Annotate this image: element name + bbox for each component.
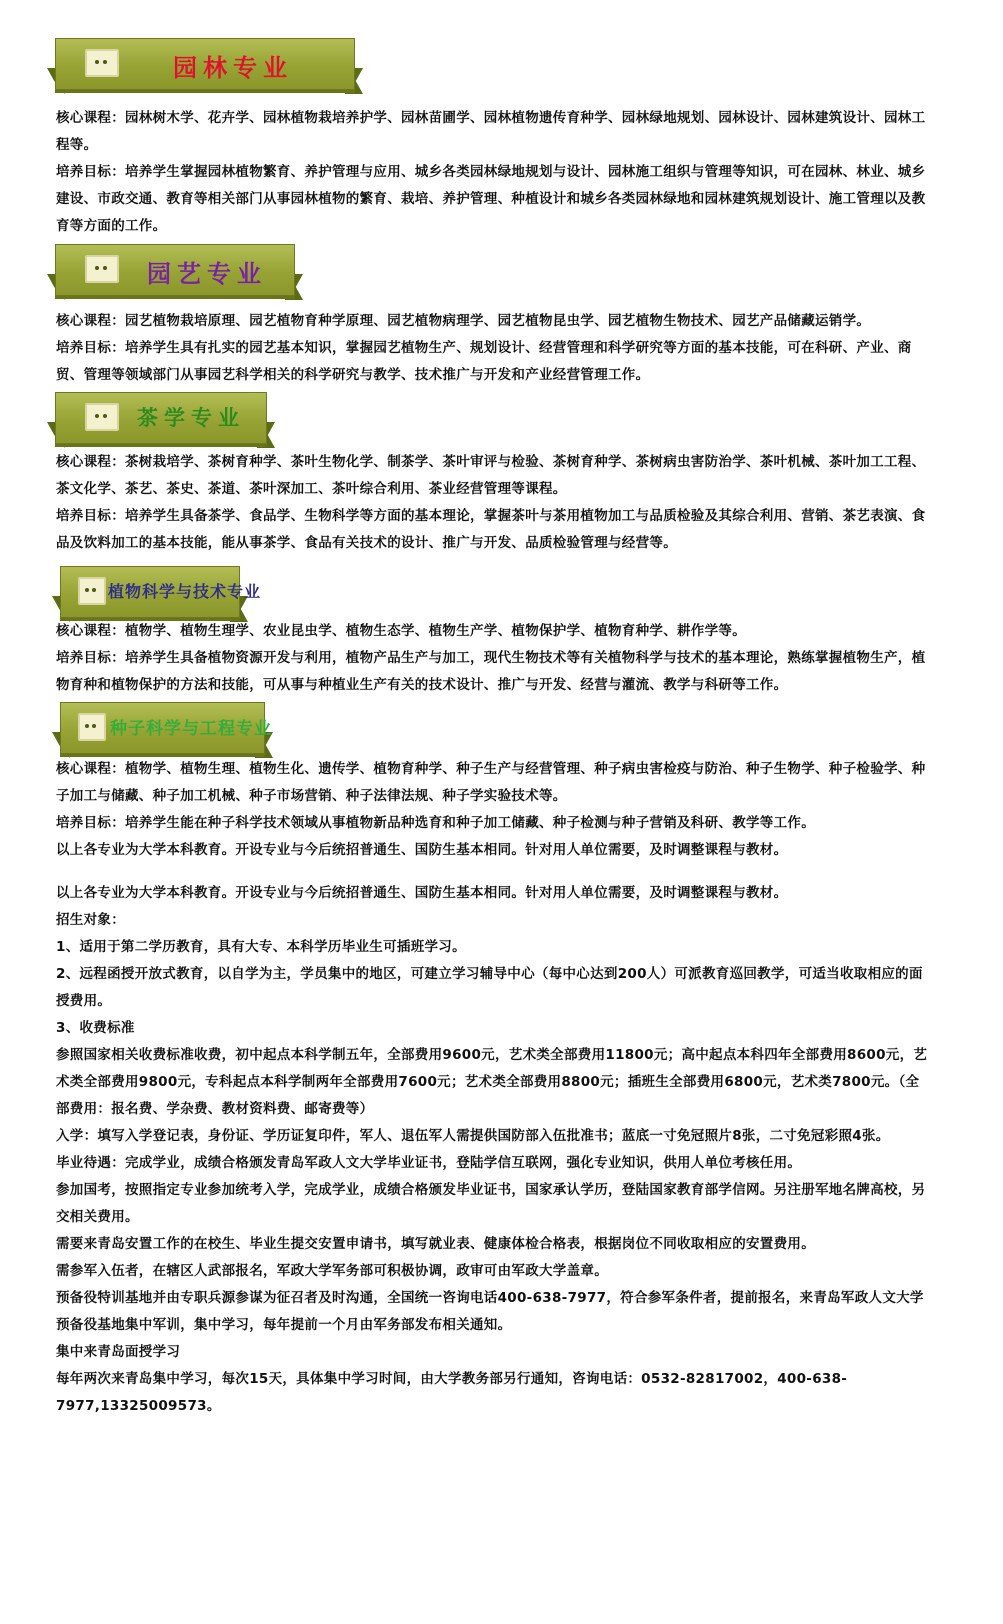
banner-title: 种子科学与工程专业 bbox=[110, 719, 272, 739]
info-summary: 以上各专业为大学本科教育。开设专业与今后统招普通生、国防生基本相同。针对用人单位需要，及时调整课程与教材。 bbox=[56, 885, 788, 901]
info-item-1: 1、适用于第二学历教育，具有大专、本科学历毕业生可插班学习。 bbox=[56, 939, 466, 955]
badge-icon bbox=[78, 713, 106, 741]
info-fee-heading: 3、收费标准 bbox=[56, 1020, 135, 1036]
banner-tea bbox=[55, 392, 267, 450]
info-enlistment: 需参军入伍者，在辖区人武部报名，军政大学军务部可积极协调，政审可由军政大学盖章。 bbox=[56, 1263, 608, 1279]
core-courses: 核心课程：植物学、植物生理学、农业昆虫学、植物生态学、植物生产学、植物保护学、植物育种学、耕作学等。 bbox=[56, 623, 746, 639]
training-goal: 培养目标：培养学生具备植物资源开发与利用，植物产品生产与加工，现代生物技术等有关植物科学与技术的基本理论，熟练掌握植物生产，植物育种和植物保护的方法和技能，可从事与种植业生产有关的技术设计、推广与开发、经营与灌流、教学与科研等工作。 bbox=[56, 650, 926, 693]
section-seed-science bbox=[56, 756, 936, 864]
section-horticulture bbox=[56, 308, 936, 389]
info-study-heading: 集中来青岛面授学习 bbox=[56, 1344, 181, 1360]
banner-plant-science bbox=[60, 566, 262, 624]
info-study-detail: 每年两次来青岛集中学习，每次15天，具体集中学习时间，由大学教务部另行通知，咨询电话：0532-82817002，400-638-7977,13325009573。 bbox=[56, 1371, 848, 1414]
core-courses: 核心课程：茶树栽培学、茶树育种学、茶叶生物化学、制茶学、茶叶审评与检验、茶树育种学、茶树病虫害防治学、茶叶机械、茶叶加工工程、茶文化学、茶艺、茶史、茶道、茶叶深加工、茶叶综合利用、茶业经营管理等课程。 bbox=[56, 454, 926, 497]
info-admission: 入学：填写入学登记表，身份证、学历证复印件，军人、退伍军人需提供国防部入伍批准书；蓝底一寸免冠照片8张，二寸免冠彩照4张。 bbox=[56, 1128, 890, 1144]
info-target-heading: 招生对象： bbox=[56, 912, 125, 928]
badge-icon bbox=[78, 577, 106, 605]
section-plant-science bbox=[56, 618, 936, 699]
training-goal: 培养目标：培养学生具备茶学、食品学、生物科学等方面的基本理论，掌握茶叶与茶用植物加工与品质检验及其综合利用、营销、茶艺表演、食品及饮料加工的基本技能，能从事茶学、食品有关技术的设计、推广与开发、品质检验管理与经营等。 bbox=[56, 508, 926, 551]
info-fee-detail: 参照国家相关收费标准收费，初中起点本科学制五年，全部费用9600元，艺术类全部费用11800元；高中起点本科四年全部费用8600元，艺术类全部费用9800元，专科起点本科学制两年全部费用7600元；艺术类全部费用8800元；插班生全部费用6800元，艺术类7800元。（全部费用：报名费、学杂费、教材资料费、邮寄费等） bbox=[56, 1047, 928, 1117]
banner-seed-science bbox=[60, 702, 272, 760]
enrollment-info bbox=[56, 880, 931, 1420]
info-placement: 需要来青岛安置工作的在校生、毕业生提交安置申请书，填写就业表、健康体检合格表，根据岗位不同收取相应的安置费用。 bbox=[56, 1236, 815, 1252]
badge-icon bbox=[85, 403, 119, 431]
info-reserve-base: 预备役特训基地并由专职兵源参谋为征召者及时沟通，全国统一咨询电话400-638-7977，符合参军条件者，提前报名，来青岛军政人文大学预备役基地集中军训，集中学习，每年提前一个月由军务部发布相关通知。 bbox=[56, 1290, 924, 1333]
banner-title: 植物科学与技术专业 bbox=[108, 582, 262, 601]
core-courses: 核心课程：园艺植物栽培原理、园艺植物育种学原理、园艺植物病理学、园艺植物昆虫学、园艺植物生物技术、园艺产品储藏运销学。 bbox=[56, 313, 871, 329]
banner-title: 茶学专业 bbox=[137, 405, 245, 430]
badge-icon bbox=[85, 49, 119, 77]
core-courses: 核心课程：植物学、植物生理、植物生化、遗传学、植物育种学、种子生产与经营管理、种子病虫害检疫与防治、种子生物学、种子检验学、种子加工与储藏、种子加工机械、种子市场营销、种子法律法规、种子学实验技术等。 bbox=[56, 761, 926, 804]
training-goal: 培养目标：培养学生能在种子科学技术领域从事植物新品种选育和种子加工储藏、种子检测与种子营销及科研、教学等工作。 bbox=[56, 815, 815, 831]
training-goal: 培养目标：培养学生具有扎实的园艺基本知识，掌握园艺植物生产、规划设计、经营管理和科学研究等方面的基本技能，可在科研、产业、商贸、管理等领域部门从事园艺科学相关的科学研究与教学、技术推广与开发和产业经营管理工作。 bbox=[56, 340, 912, 383]
training-goal: 培养目标：培养学生掌握园林植物繁育、养护管理与应用、城乡各类园林绿地规划与设计、园林施工组织与管理等知识，可在园林、林业、城乡建设、市政交通、教育等相关部门从事园林植物的繁育、栽培、养护管理、种植设计和城乡各类园林绿地和园林建筑规划设计、施工管理以及教育等方面的工作。 bbox=[56, 164, 926, 234]
section-landscape bbox=[56, 105, 936, 240]
banner-title: 园林专业 bbox=[173, 53, 293, 82]
banner-horticulture bbox=[55, 244, 295, 302]
badge-icon bbox=[85, 255, 119, 283]
banner-title: 园艺专业 bbox=[147, 259, 267, 288]
section-note: 以上各专业为大学本科教育。开设专业与今后统招普通生、国防生基本相同。针对用人单位需要，及时调整课程与教材。 bbox=[56, 842, 788, 858]
info-item-2: 2、远程函授开放式教育，以自学为主，学员集中的地区，可建立学习辅导中心（每中心达到200人）可派教育巡回教学，可适当收取相应的面授费用。 bbox=[56, 966, 923, 1009]
banner-landscape bbox=[55, 38, 355, 96]
info-graduation: 毕业待遇：完成学业，成绩合格颁发青岛军政人文大学毕业证书，登陆学信互联网，强化专业知识，供用人单位考核任用。 bbox=[56, 1155, 802, 1171]
core-courses: 核心课程：园林树木学、花卉学、园林植物栽培养护学、园林苗圃学、园林植物遗传育种学、园林绿地规划、园林设计、园林建筑设计、园林工程等。 bbox=[56, 110, 926, 153]
section-tea bbox=[56, 449, 936, 557]
info-national-exam: 参加国考，按照指定专业参加统考入学，完成学业，成绩合格颁发毕业证书，国家承认学历，登陆国家教育部学信网。另注册军地名牌高校，另交相关费用。 bbox=[56, 1182, 926, 1225]
